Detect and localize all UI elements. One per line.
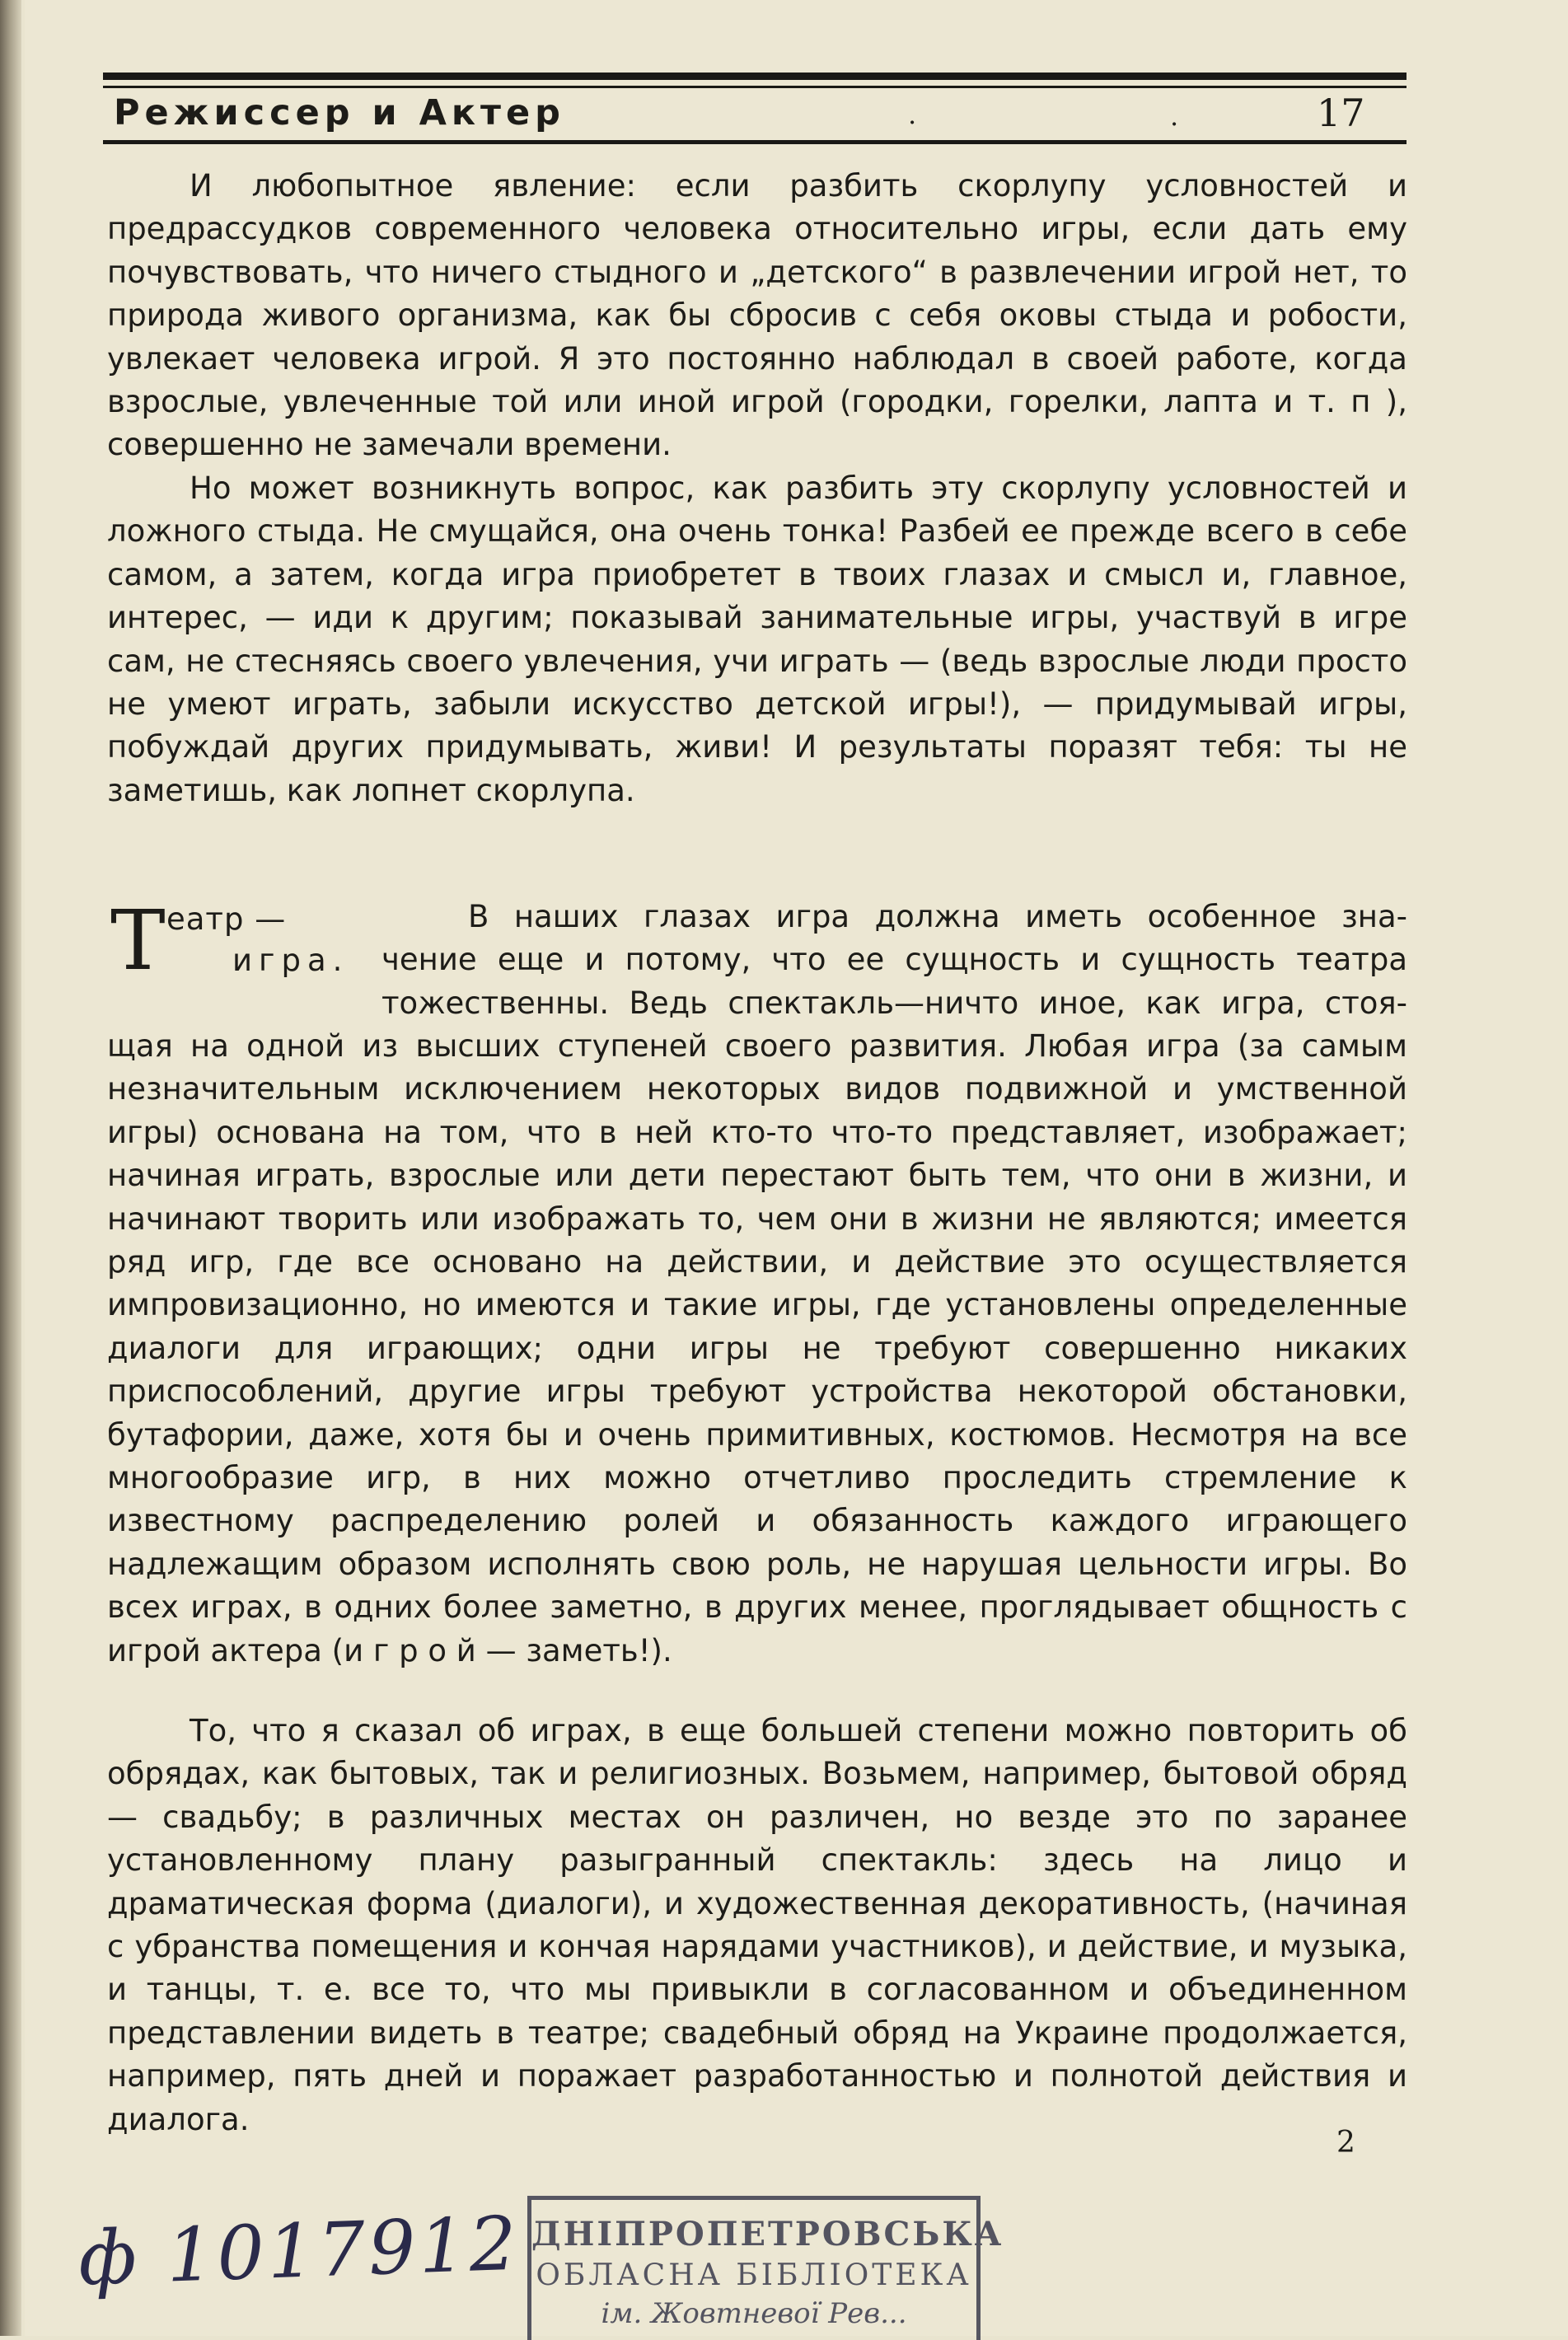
paragraph-3-line-2: чение еще и потому, что ее сущность и сущность театра [381, 942, 1407, 978]
paragraph-3-line-3: тожественны. Ведь спектакль—ничто иное, как игра, стоя- [381, 985, 1407, 1021]
side-heading-line-2: игра. [232, 943, 349, 978]
header-dot-mark: . [1170, 101, 1179, 132]
library-stamp [527, 2196, 1004, 2340]
paragraph-3-opening [107, 892, 1407, 1025]
handwritten-inventory-number: ф 1017912 [77, 2200, 522, 2303]
header-rule-bottom [103, 140, 1407, 144]
paragraph-3: щая на одной из высших ступеней своего развития. Любая игра (за самым незначительным исключением некоторых видов подвижной и умственной игры) основана на том, что в ней кто-то что-то представляет, изображает; начиная играть, взрослые или дети перестают быть тем, что они в жизни, и начинают творить или изображать то, чем они в жизни не являются; имеется ряд игр, где все основано на действии, и действие это осуществляется импровизационно, но имеются и такие игры, где установлены определенные диалоги для играющих; одни игры не требуют совершенно никаких приспособлений, другие игры требуют устройства некоторой обстановки, бутафории, даже, хотя бы и очень примитивных, костюмов. Несмотря на все многообразие игр, в них можно отчетливо проследить стремление к известному распределению ролей и обязанность каждого играющего надлежащим образом исполнять свою роль, не нарушая цельности игры. Во всех играх, в одних более заметно, в других менее, проглядывает общность с игрой актера (и г р о й — заметь!). [107, 1028, 1407, 1668]
signature-mark: 2 [1336, 2126, 1355, 2160]
header-rule-thin [103, 86, 1407, 88]
paragraph-4: То, что я сказал об играх, в еще большей степени можно повторить об обрядах, как бытовых, так и религиозных. Возьмем, например, бытовой обряд — свадьбу; в различных местах он различен, но везде это по заранее установленному плану разыгранный спектакль: здесь на лицо и драматическая форма (диалоги), и художественная декоративность, (начиная с убранства помещения и кончая нарядами участников), и действие, и музыка, и танцы, т. е. все то, что мы привыкли в согласованном и объединенном представлении видеть в театре; свадебный обряд на Украине продолжается, например, пять дней и поражает разработанностью и полнотой действия и диалога. [107, 1713, 1407, 2137]
header-rule-thick [103, 73, 1407, 80]
stamp-line-3: ім. Жовтневої Рев... [601, 2297, 907, 2330]
running-title: Режиссер и Актер [114, 92, 565, 133]
book-binding-edge [0, 0, 21, 2336]
page-number-header: 17 [1317, 91, 1365, 135]
header-dot-mark: . [908, 99, 917, 130]
drop-cap: Т [110, 892, 166, 989]
stamp-line-2: ОБЛАСНА БІБЛІОТЕКА [536, 2258, 972, 2292]
side-heading-line-1: еатр — [166, 901, 287, 937]
paragraph-2: Но может возникнуть вопрос, как разбить эту скорлупу условностей и ложного стыда. Не смущайся, она очень тонка! Разбей ее прежде всего в себе самом, а затем, когда игра приобретет в твоих глазах и смысл и, главное, интерес, — иди к другим; показывай занимательные игры, участвуй в игре сам, не стесняясь своего увлечения, учи играть — (ведь взрослые люди просто не умеют играть, забыли искусство детской игры!), — придумывай игры, побуждай других придумывать, живи! И результаты поразят тебя: ты не заметишь, как лопнет скорлупа. [107, 470, 1407, 808]
paragraph-3-line-1: В наших глазах игра должна иметь особенное зна- [468, 899, 1407, 934]
stamp-line-1: ДНІПРОПЕТРОВСЬКА [531, 2215, 1004, 2253]
paragraph-1: И любопытное явление: если разбить скорлупу условностей и предрассудков современного человека относительно игры, если дать ему почувствовать, что ничего стыдного и „детского“ в развлечении игрой нет, то природа живого организма, как бы сбросив с себя оковы стыда и робости, увлекает человека игрой. Я это постоянно наблюдал в своей работе, когда взрослые, увлеченные той или иной игрой (городки, горелки, лапта и т. п ), совершенно не замечали времени. [107, 168, 1407, 463]
